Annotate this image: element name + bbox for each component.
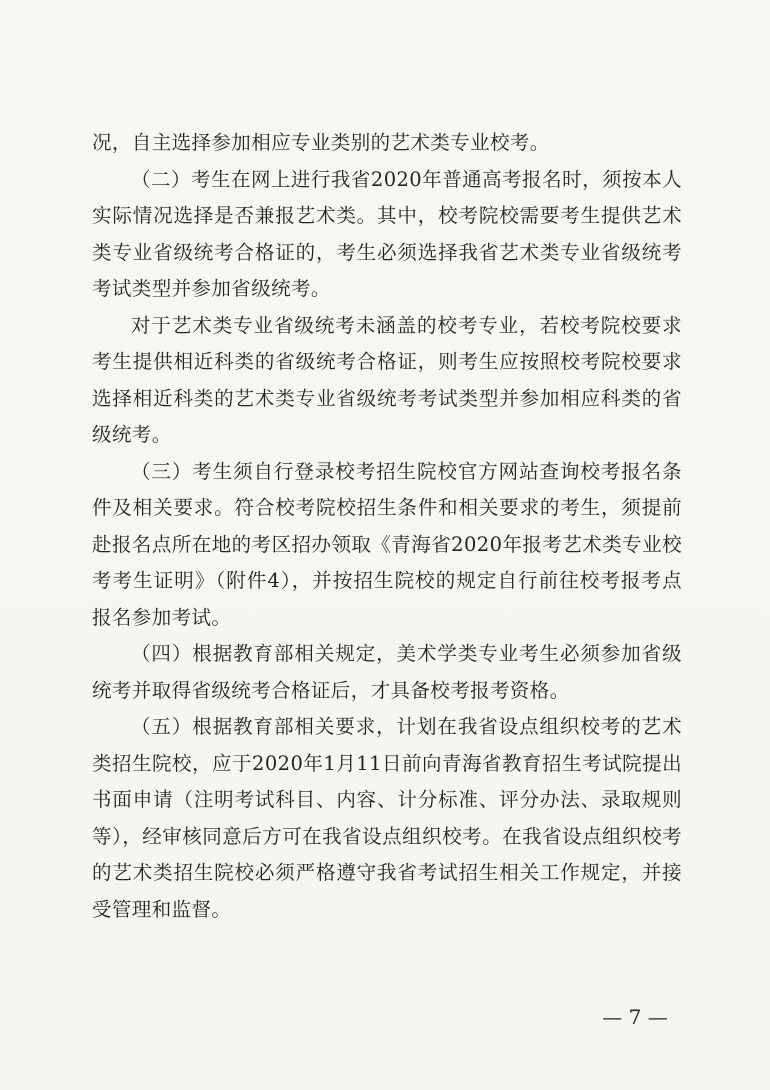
paragraph-continuation: 况，自主选择参加相应专业类别的艺术类专业校考。 (92, 131, 550, 154)
page-number: — 7 — (602, 1005, 668, 1029)
document-body (92, 125, 682, 928)
paragraph-similar-category: 对于艺术类专业省级统考未涵盖的校考专业，若校考院校要求考生提供相近科类的省级统考合格证，则考生应按照校考院校要求选择相近科类的艺术类专业省级统考考试类型并参加相应科类的省级统考。 (92, 313, 682, 446)
paragraph-section-5: （五）根据教育部相关要求，计划在我省设点组织校考的艺术类招生院校，应于2020年1月11日前向青海省教育招生考试院提出书面申请（注明考试科目、内容、计分标准、评分办法、录取规则等），经审核同意后方可在我省设点组织校考。在我省设点组织校考的艺术类招生院校必须严格遵守我省考试招生相关工作规定，并接受管理和监督。 (92, 715, 682, 921)
paragraph-section-4: （四）根据教育部相关规定，美术学类专业考生必须参加省级统考并取得省级统考合格证后，才具备校考报考资格。 (92, 642, 682, 702)
paragraph-section-2: （二）考生在网上进行我省2020年普通高考报名时，须按本人实际情况选择是否兼报艺术类。其中，校考院校需要考生提供艺术类专业省级统考合格证的，考生必须选择我省艺术类专业省级统考考试类型并参加省级统考。 (92, 167, 682, 300)
paragraph-section-3: （三）考生须自行登录校考招生院校官方网站查询校考报名条件及相关要求。符合校考院校招生条件和相关要求的考生，须提前赴报名点所在地的考区招办领取《青海省2020年报考艺术类专业校考考生证明》（附件4），并按招生院校的规定自行前往校考报考点报名参加考试。 (92, 459, 682, 629)
